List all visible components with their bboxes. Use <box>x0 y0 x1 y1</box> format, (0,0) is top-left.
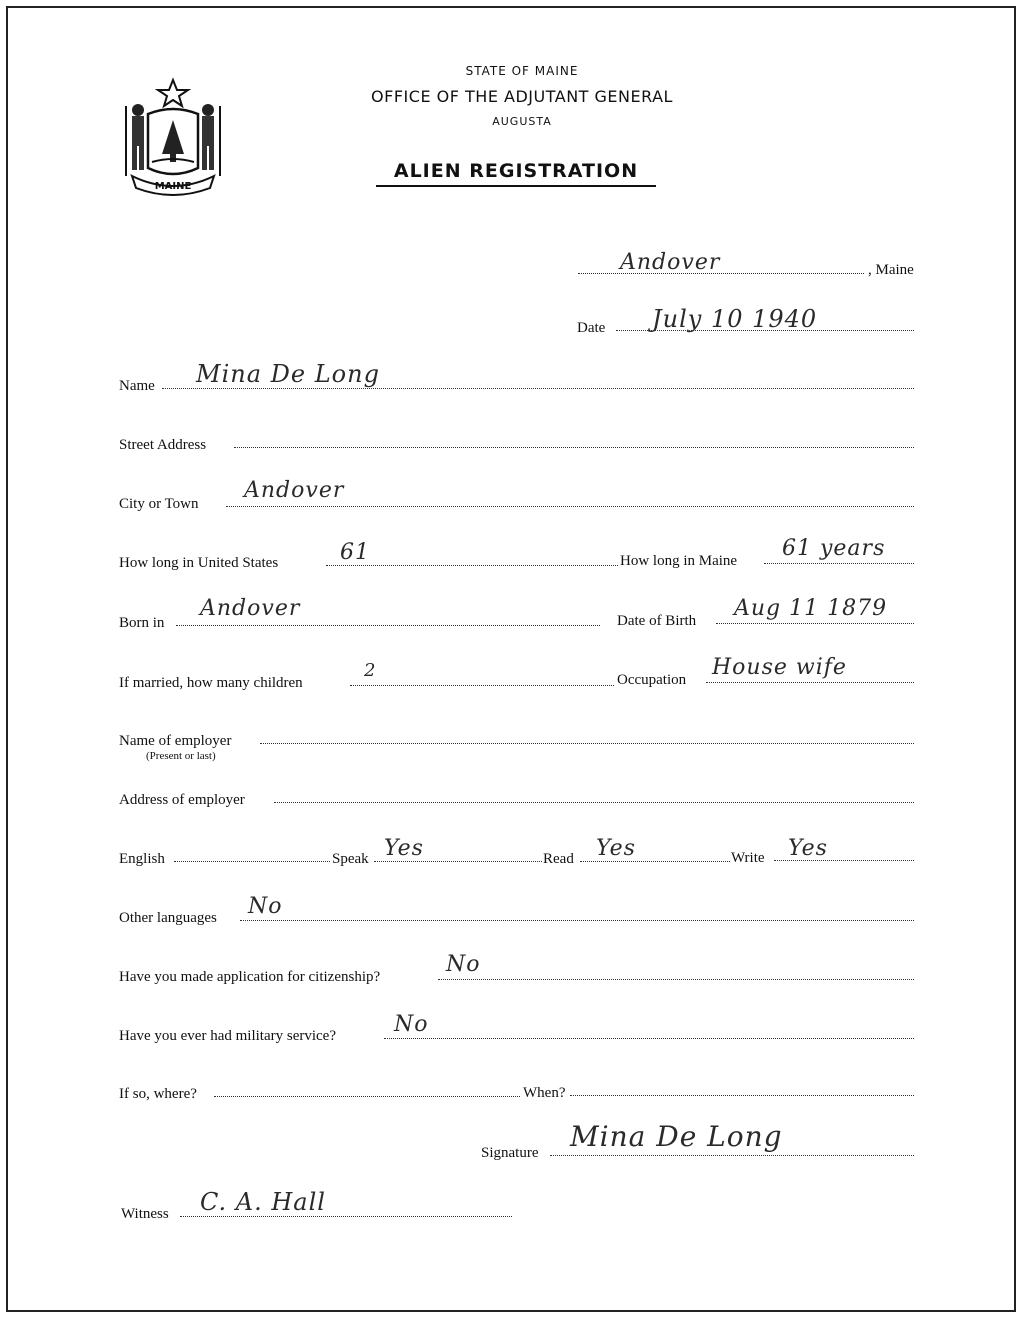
form-title: ALIEN REGISTRATION <box>376 160 656 187</box>
street-line <box>234 447 914 448</box>
witness-value: C. A. Hall <box>200 1188 326 1216</box>
occupation-label: Occupation <box>617 672 687 688</box>
maine-label: , Maine <box>868 262 914 278</box>
other-languages-line <box>240 920 914 921</box>
citizenship-line <box>438 979 914 980</box>
name-value: Mina De Long <box>196 360 380 388</box>
how-long-maine-label: How long in Maine <box>620 553 738 569</box>
date-label: Date <box>577 320 606 336</box>
how-long-us-label: How long in United States <box>119 555 279 571</box>
employer-address-line <box>274 802 914 803</box>
employer-line <box>260 743 914 744</box>
speak-label: Speak <box>332 851 369 867</box>
city-heading: AUGUSTA <box>492 115 552 128</box>
how-long-us-value: 61 <box>340 540 370 565</box>
children-line <box>350 685 614 686</box>
signature-value: Mina De Long <box>570 1120 783 1153</box>
military-label: Have you ever had military service? <box>119 1028 336 1044</box>
military-line <box>384 1038 914 1039</box>
write-label: Write <box>731 850 765 866</box>
occupation-value: House wife <box>712 655 847 680</box>
other-languages-label: Other languages <box>119 910 217 926</box>
children-value: 2 <box>364 660 377 681</box>
born-in-label: Born in <box>119 615 165 631</box>
town-value: Andover <box>620 250 721 275</box>
when-line <box>570 1095 914 1096</box>
citizenship-value: No <box>446 952 481 977</box>
english-line <box>174 861 330 862</box>
other-languages-value: No <box>248 894 283 919</box>
state-heading: STATE OF MAINE <box>465 64 579 78</box>
city-value: Andover <box>244 478 345 503</box>
how-long-maine-value: 61 years <box>782 536 886 561</box>
citizenship-label: Have you made application for citizenship? <box>119 969 381 985</box>
witness-label: Witness <box>121 1206 169 1222</box>
english-label: English <box>119 851 165 867</box>
date-value: July 10 1940 <box>652 305 818 333</box>
employer-sub-label: (Present or last) <box>146 750 216 762</box>
read-value: Yes <box>596 836 636 861</box>
read-label: Read <box>543 851 574 867</box>
write-value: Yes <box>788 836 828 861</box>
seal-text: MAINE <box>154 181 192 192</box>
employer-label: Name of employer <box>119 733 232 749</box>
employer-address-label: Address of employer <box>119 792 245 808</box>
date-of-birth-label: Date of Birth <box>617 613 697 629</box>
date-of-birth-value: Aug 11 1879 <box>734 596 888 621</box>
name-label: Name <box>119 378 155 394</box>
when-label: When? <box>523 1085 566 1101</box>
speak-value: Yes <box>384 836 424 861</box>
children-label: If married, how many children <box>119 675 303 691</box>
signature-label: Signature <box>481 1145 539 1161</box>
military-value: No <box>394 1012 429 1037</box>
city-label: City or Town <box>119 496 199 512</box>
office-heading: OFFICE OF THE ADJUTANT GENERAL <box>371 87 673 106</box>
born-in-value: Andover <box>200 596 301 621</box>
if-so-where-line <box>214 1096 520 1097</box>
street-label: Street Address <box>119 437 207 453</box>
if-so-where-label: If so, where? <box>119 1086 197 1102</box>
